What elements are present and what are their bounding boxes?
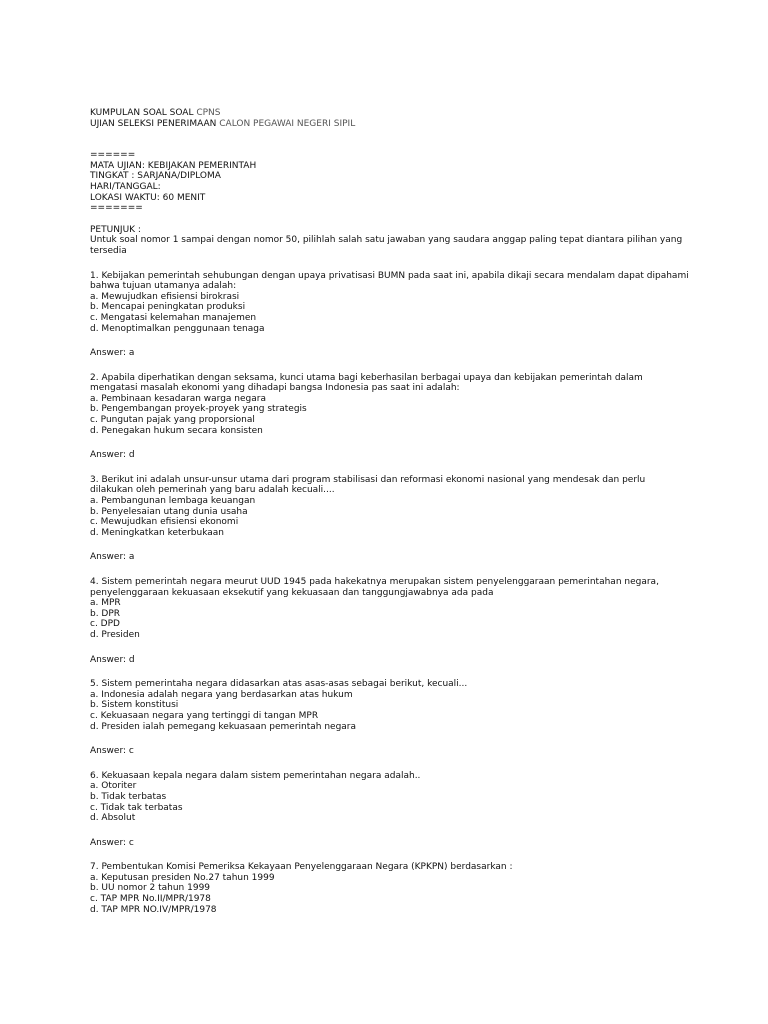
answer-option: d. Presiden [90,629,140,640]
question-block [90,577,690,665]
answer-option: b. Mencapai peningkatan produksi [90,302,246,313]
petunjuk-label: PETUNJUK : [90,224,141,235]
answer-option: b. Tidak terbatas [90,791,167,802]
meta-hari-tanggal: HARI/TANGGAL: [90,181,161,192]
question-text: 1. Kebijakan pemerintah sehubungan dengan upaya privatisasi BUMN pada saat ini, apabila dikaji secara mendalam dapat dipahami bahwa tujuan utamanya adalah: [90,270,689,292]
meta-lokasi-waktu: LOKASI WAKTU: 60 MENIT [90,192,206,203]
answer-option: a. Pembangunan lembaga keuangan [90,496,256,507]
question-text: 6. Kekuasaan kepala negara dalam sistem pemerintahan negara adalah.. [90,770,421,781]
separator-top: ====== [90,150,136,161]
doc-title [90,108,690,119]
answer-key: Answer: d [90,450,135,461]
answer-key: Answer: a [90,552,135,563]
subtitle-highlight: CALON PEGAWAI NEGERI SIPIL [219,118,356,129]
answer-key: Answer: d [90,654,135,665]
answer-option: c. TAP MPR No.II/MPR/1978 [90,894,211,905]
subtitle-prefix: UJIAN SELEKSI PENERIMAAN [90,118,220,129]
answer-option: c. DPD [90,619,120,630]
answer-option: a. Keputusan presiden No.27 tahun 1999 [90,872,275,883]
answer-option: d. Meningkatkan keterbukaan [90,527,224,538]
question-text: 4. Sistem pemerintah negara meurut UUD 1945 pada hakekatnya merupakan sistem penyelenggaraan pemerintahan negara, penyelenggaraan kekuasaan eksekutif yang kekuasaan dan tanggungjawabnya ada pada [90,577,659,598]
title-highlight: CPNS [196,108,221,118]
answer-key: Answer: a [90,348,135,359]
answer-key: Answer: c [90,837,134,848]
question-list [90,271,690,916]
question-text: 5. Sistem pemerintaha negara didasarkan atas asas-asas sebagai berikut, kecuali... [90,679,468,690]
question-block [90,475,690,563]
answer-option: b. Sistem konstitusi [90,700,179,711]
question-block [90,771,690,849]
answer-option: d. Presiden ialah pemegang kekuasaan pemerintah negara [90,721,357,732]
answer-option: d. Absolut [90,813,136,824]
answer-option: d. TAP MPR NO.IV/MPR/1978 [90,904,217,915]
separator-bottom: ======= [90,203,143,214]
question-block [90,862,690,915]
answer-option: c. Tidak tak terbatas [90,802,183,813]
question-text: 3. Berikut ini adalah unsur-unsur utama dari program stabilisasi dan reformasi ekonomi nasional yang mendesak dan perlu dilakukan oleh pemerinah yang baru adalah kecuali.... [90,474,646,496]
meta-tingkat: TINGKAT : SARJANA/DIPLOMA [90,171,221,182]
question-block [90,271,690,359]
answer-option: a. Pembinaan kesadaran warga negara [90,393,266,404]
answer-option: b. UU nomor 2 tahun 1999 [90,883,211,894]
answer-option: a. MPR [90,598,121,609]
question-text: 7. Pembentukan Komisi Pemeriksa Kekayaan Penyelenggaraan Negara (KPKPN) berdasarkan : [90,862,513,873]
question-block [90,373,690,461]
answer-option: c. Pungutan pajak yang proporsional [90,415,255,426]
meta-mata-ujian: MATA UJIAN: KEBIJAKAN PEMERINTAH [90,160,257,171]
answer-option: d. Menoptimalkan penggunaan tenaga [90,323,265,334]
title-prefix: KUMPULAN SOAL SOAL [90,108,197,118]
question-text: 2. Apabila diperhatikan dengan seksama, kunci utama bagi keberhasilan berbagai upaya dan kebijakan pemerintah dalam mengatasi masalah ekonomi yang dihadapi bangsa Indonesia pas saat ini adalah: [90,372,643,394]
answer-option: b. DPR [90,608,121,619]
question-block [90,679,690,757]
answer-option: a. Indonesia adalah negara yang berdasarkan atas hukum [90,689,353,700]
answer-option: c. Kekuasaan negara yang tertinggi di tangan MPR [90,710,319,721]
answer-option: d. Penegakan hukum secara konsisten [90,425,263,436]
doc-subtitle [90,119,690,130]
answer-option: a. Mewujudkan efisiensi birokrasi [90,291,240,302]
answer-option: c. Mewujudkan efisiensi ekonomi [90,517,239,528]
answer-option: a. Otoriter [90,781,137,792]
answer-key: Answer: c [90,746,134,757]
answer-option: b. Pengembangan proyek-proyek yang strategis [90,404,307,415]
document-body [90,108,690,915]
answer-option: c. Mengatasi kelemahan manajemen [90,312,257,323]
petunjuk-text: Untuk soal nomor 1 sampai dengan nomor 50, pilihlah salah satu jawaban yang saudara anggap paling tepat diantara pilihan yang tersedia [90,235,683,256]
answer-option: b. Penyelesaian utang dunia usaha [90,506,248,517]
